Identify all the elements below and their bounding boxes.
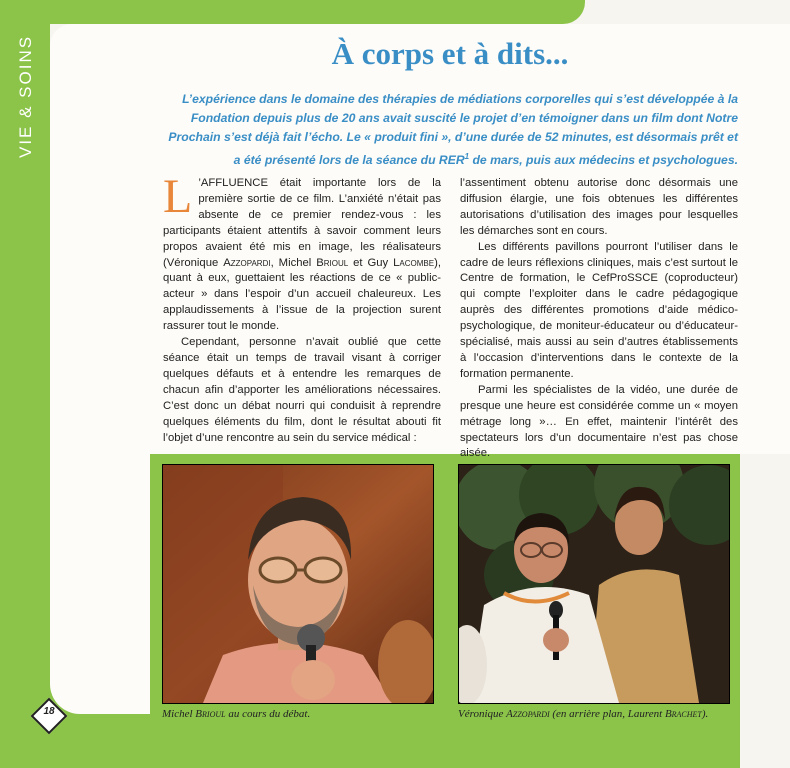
- paragraph-4: Les différents pavillons pourront l’utiliser dans le cadre de leurs réflexions cliniques, mais c’est surtout le Centre de formation, le CefProSSCE (coproducteur) qui compte l’exploiter dans le cadre pédagogique auprès des différentes promotions d’aide médico-psychologique, de moniteur-éducateur ou d’éducateur-spécialisé, mais aussi au sein d’autres établissements à l’occasion d’interventions dans le contexte de la formation permanente.: [460, 240, 738, 380]
- photo-veronique-azzopardi: [458, 464, 730, 704]
- section-label: VIE & SOINS: [16, 34, 35, 158]
- caption-right-name: Azzopardi: [506, 708, 550, 720]
- paragraph-1-text-c: et Guy: [348, 256, 394, 269]
- caption-right-text-b: (en arrière plan, Laurent: [549, 708, 665, 720]
- green-band-top: [0, 0, 585, 24]
- caption-left-text-b: au cours du débat.: [225, 708, 311, 720]
- page-number: 18: [43, 706, 55, 717]
- name-azzopardi: Azzopardi: [223, 256, 271, 269]
- intro-text-end: de mars, puis aux médecins et psychologues.: [469, 153, 738, 168]
- right-margin: [740, 454, 790, 768]
- article-intro: [160, 90, 738, 170]
- article-title: À corps et à dits...: [331, 36, 569, 71]
- paragraph-1-text-d: ), quant à eux, guettaient les réactions de ce « public-acteur » dans l’espoir d’un accueil chaleureux. Les applaudissements à l’issue de la projection surent rassurer tout le monde.: [163, 256, 442, 333]
- text-column-left: [163, 170, 442, 446]
- caption-right-text-c: ).: [701, 708, 709, 720]
- caption-left-text: Michel: [162, 708, 196, 720]
- caption-left: [162, 708, 310, 720]
- photo-veronique-azzopardi-image: [459, 465, 729, 703]
- caption-right: [458, 708, 708, 720]
- footnote-marker: 1: [464, 152, 470, 161]
- caption-right-text: Véronique: [458, 708, 507, 720]
- paragraph-1-text-b: , Michel: [270, 256, 317, 269]
- name-brioul: Brioul: [316, 256, 349, 269]
- drop-cap: L: [163, 170, 193, 223]
- paragraph-5: Parmi les spécialistes de la vidéo, une durée de presque une heure est considérée comme un « moyen métrage long »… En effet, maintenir l’intérêt des spectateurs lors d’un documentaire n’est pas chose aisée.: [460, 383, 738, 460]
- paragraph-3: l’assentiment obtenu autorise donc désormais une diffusion élargie, une fois obtenues les différentes autorisations d’utilisation des images pour lesquelles les démarches sont en cours.: [460, 177, 738, 237]
- caption-right-name-2: Brachet: [664, 708, 702, 720]
- photo-michel-brioul: [162, 464, 434, 704]
- photo-michel-brioul-image: [163, 465, 433, 703]
- name-lacombe: Lacombe: [393, 256, 435, 269]
- paragraph-1: [163, 170, 442, 335]
- caption-left-name: Brioul: [195, 708, 226, 720]
- paragraph-1-text: ’AFFLUENCE était importante lors de la première sortie de ce film. L’anxiété n’était pas absente de ce premier rendez-vous : les participants étaient attentifs à savoir comment leurs propos avaient été mis en image, les réalisateurs (Véronique: [163, 177, 441, 269]
- paragraph-2: Cependant, personne n’avait oublié que cette séance était un temps de travail visant à corriger quelques défauts et à entendre les remarques de chacun afin d’apporter les améliorations nécessaires. C’est donc un débat nourri qui conduisit à reprendre quelques éléments du film, dont le résultat abouti fit l’objet d’une rencontre au sein du service médical :: [163, 336, 441, 444]
- text-column-right: [460, 176, 738, 462]
- intro-text: L’expérience dans le domaine des thérapies de médiations corporelles qui s’est développée à la Fondation depuis plus de 20 ans avait suscité le projet d’en témoigner dans un film dont Notre Prochain s’est déjà fait l’écho. Le « produit fini », d’une durée de 52 minutes, est désormais prêt et a été présenté lors de la séance du RER: [168, 92, 738, 168]
